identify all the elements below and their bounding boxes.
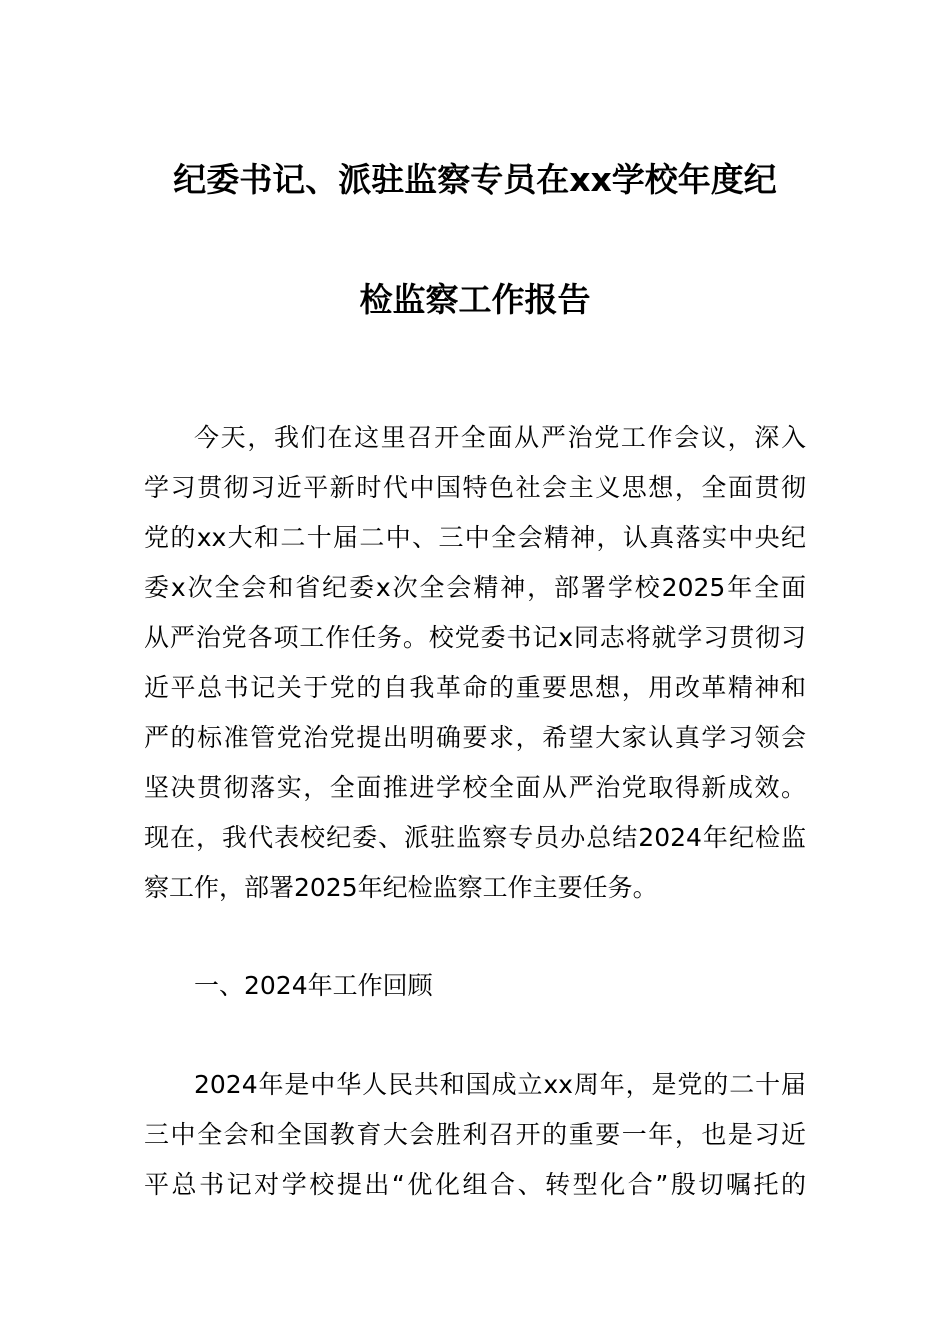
paragraph-line: 从严治党各项工作任务。校党委书记x同志将就学习贯彻习 [144, 623, 806, 652]
paragraph-line: 坚决贯彻落实，全面推进学校全面从严治党取得新成效。 [144, 773, 806, 802]
paragraph-line: 平总书记对学校提出“优化组合、转型化合”殷切嘱托的 [144, 1170, 806, 1199]
paragraph-line: 2024年是中华人民共和国成立xx周年，是党的二十届 [194, 1070, 806, 1099]
paragraph-line: 学习贯彻习近平新时代中国特色社会主义思想，全面贯彻 [144, 473, 806, 502]
document-title-line-2: 检监察工作报告 [359, 280, 591, 319]
document-title-line-1: 纪委书记、派驻监察专员在xx学校年度纪 [173, 160, 777, 199]
paragraph-line: 今天，我们在这里召开全面从严治党工作会议，深入 [194, 423, 806, 452]
paragraph-line: 现在，我代表校纪委、派驻监察专员办总结2024年纪检监 [144, 823, 806, 852]
section-heading: 一、2024年工作回顾 [194, 971, 433, 1000]
paragraph-line: 三中全会和全国教育大会胜利召开的重要一年，也是习近 [144, 1120, 806, 1149]
paragraph-line: 党的xx大和二十届二中、三中全会精神，认真落实中央纪 [144, 523, 806, 552]
paragraph-line: 委x次全会和省纪委x次全会精神，部署学校2025年全面 [144, 573, 806, 602]
paragraph-line: 近平总书记关于党的自我革命的重要思想，用改革精神和 [144, 673, 806, 702]
paragraph-line: 察工作，部署2025年纪检监察工作主要任务。 [144, 873, 658, 902]
paragraph-line: 严的标准管党治党提出明确要求，希望大家认真学习领会 [144, 723, 806, 752]
